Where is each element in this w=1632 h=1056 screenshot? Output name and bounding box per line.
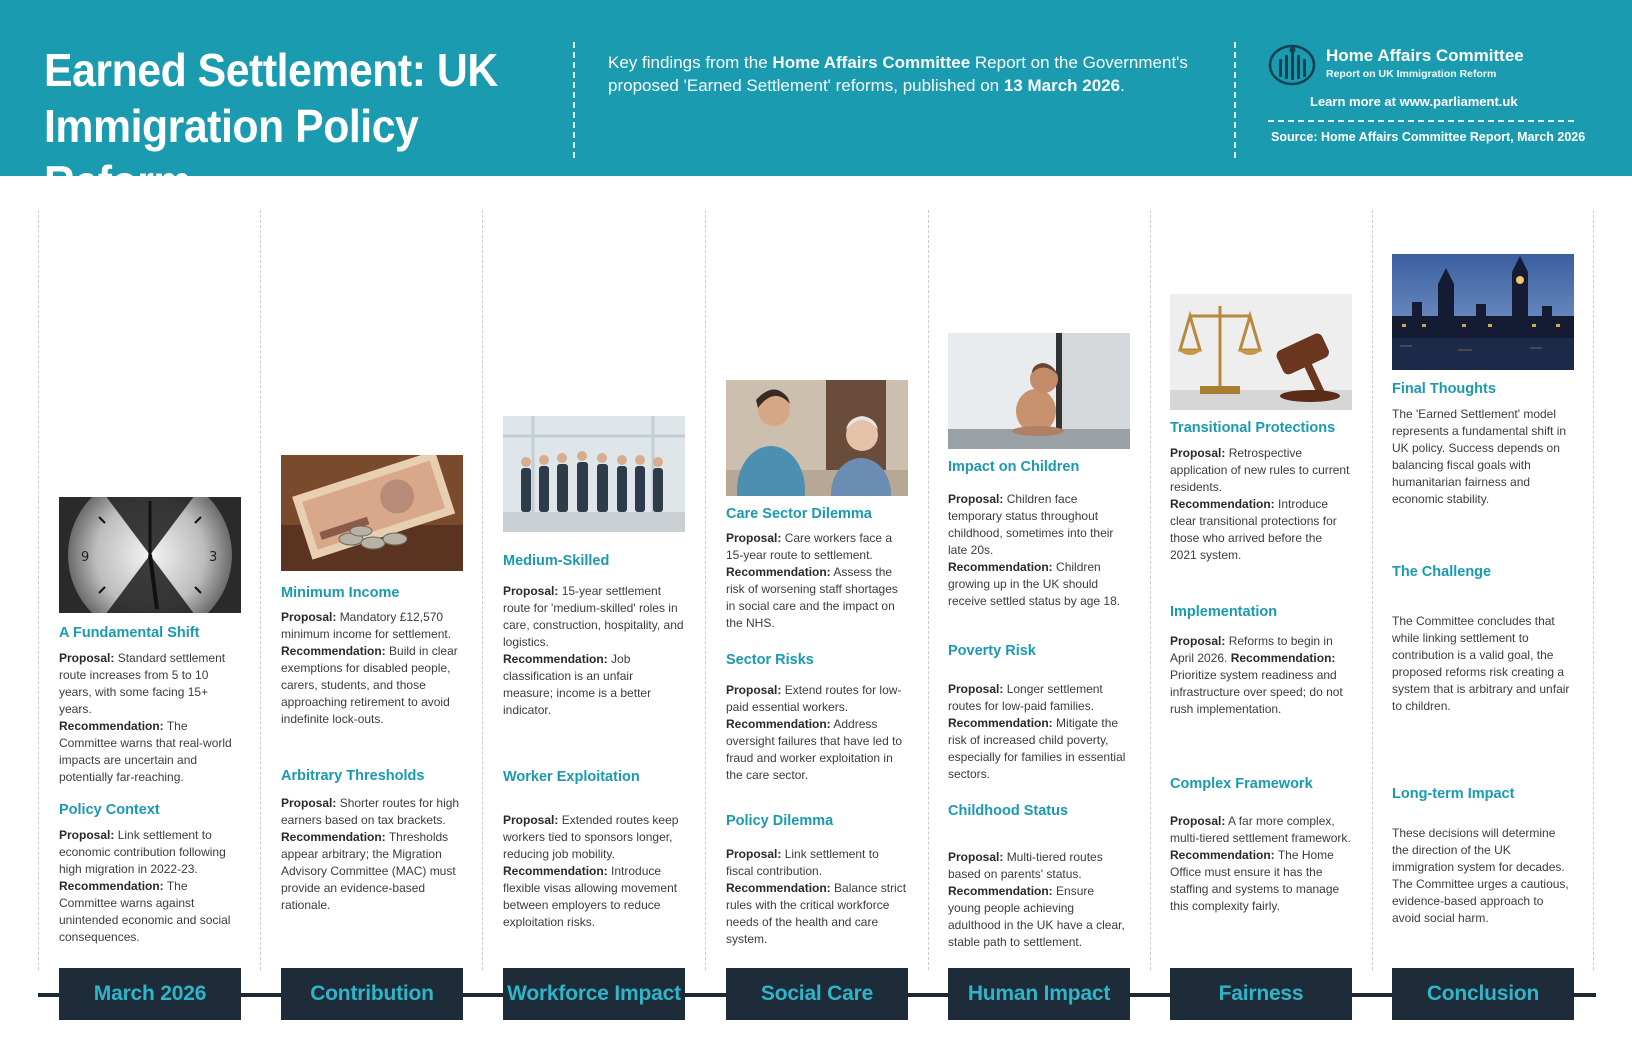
section-title: Complex Framework [1170,776,1313,792]
header-banner [0,0,1632,208]
section-body: Proposal: Reforms to begin in April 2026. Recommendation: Prioritize system readiness and infrastructure over speed; do not rush implementation. [1170,634,1343,716]
section-body: Proposal: Retrospective application of new rules to current residents. Recommendation: Introduce clear transitional protections for those who arrived before the 2021 system. [1170,446,1350,562]
section-title: Policy Dilemma [726,813,834,829]
westminster-image [1392,254,1574,370]
column-divider [260,210,261,970]
column-divider [38,210,39,970]
section-title: Transitional Protections [1170,420,1336,436]
section-body: Proposal: Multi-tiered routes based on parents' status. Recommendation: Ensure young people achieving adulthood in the UK have a clear, stable path to settlement. [948,850,1125,949]
banknotes-image [281,455,463,571]
section-title: Sector Risks [726,652,814,668]
section-title: Worker Exploitation [503,769,640,785]
title-line-1: Earned Settlement: UK [44,44,498,96]
section-body: Proposal: Care workers face a 15-year route to settlement. Recommendation: Assess the risk of worsening staff shortages in social care and the impact on the NHS. [726,531,898,630]
column-divider [1150,210,1151,970]
title-line-2: Immigration Policy Reform [44,100,419,208]
scales-gavel-image [1170,294,1352,410]
section-title: Implementation [1170,604,1278,620]
section-title: Poverty Risk [948,643,1036,659]
header-divider [573,42,575,158]
timeline-tab: Contribution [281,968,463,1020]
section-body: Proposal: Extend routes for low-paid essential workers. Recommendation: Address oversight failures that have led to fraud and worker exploitation in the care sector. [726,683,903,782]
section-body: The Committee concludes that while linking settlement to contribution is a valid goal, the proposed reforms risk creating a system that is arbitrary and unfair to children. [1392,614,1570,713]
svg-text:3: 3 [209,550,218,565]
section-title: Care Sector Dilemma [726,506,872,522]
section-body: Proposal: Children face temporary status throughout childhood, sometimes into their late 20s. Recommendation: Children growing up in the UK should receive settled status by age 18. [948,492,1121,608]
clock-image [59,497,241,613]
timeline-tab: March 2026 [59,968,241,1020]
org-name: Home Affairs Committee [1326,46,1524,65]
svg-text:9: 9 [81,550,90,565]
header-divider [1234,42,1236,158]
learn-more-link[interactable]: Learn more at www.parliament.uk [1310,94,1518,109]
section-title: Final Thoughts [1392,381,1496,397]
section-body: These decisions will determine the direction of the UK immigration system for decades. The Committee urges a cautious, evidence-based approach to avoid social harm. [1392,826,1569,925]
page-title [44,42,528,210]
section-body: Proposal: Extended routes keep workers tied to sponsors longer, reducing job mobility. Recommendation: Introduce flexible visas allowing movement between employers to reduce exploitation risks. [503,813,679,929]
section-title: Childhood Status [948,803,1069,819]
child-window-image [948,333,1130,449]
section-title: Impact on Children [948,459,1080,475]
section-title: A Fundamental Shift [59,625,200,641]
parliament-logo-icon [1268,44,1316,86]
section-body: Proposal: Link settlement to fiscal contribution. Recommendation: Balance strict rules with the critical workforce needs of the health and care system. [726,847,907,946]
header-divider [1268,120,1574,122]
section-title: Medium-Skilled [503,553,610,569]
section-title: Policy Context [59,802,160,818]
timeline-tab: Social Care [726,968,908,1020]
section-title: Long-term Impact [1392,786,1515,802]
source-note: Source: Home Affairs Committee Report, March 2026 [1271,130,1586,144]
org-subtitle: Report on UK Immigration Reform [1326,68,1497,80]
column-divider [705,210,706,970]
timeline-tab: Conclusion [1392,968,1574,1020]
column-divider [482,210,483,970]
timeline-tab: Human Impact [948,968,1130,1020]
section-body: Proposal: Longer settlement routes for low-paid families. Recommendation: Mitigate the risk of increased child poverty, especially for families in essential sectors. [948,682,1126,781]
workers-group-image [503,416,685,532]
section-title: Minimum Income [281,585,400,601]
section-title: Arbitrary Thresholds [281,768,425,784]
section-body: Proposal: Link settlement to economic contribution following high migration in 2022-23. Recommendation: The Committee warns against unintended economic and social consequences. [59,828,231,944]
column-divider [1593,210,1594,970]
care-worker-image [726,380,908,496]
column-divider [928,210,929,970]
section-body: Proposal: A far more complex, multi-tiered settlement framework. Recommendation: The Home Office must ensure it has the staffing and systems to manage this complexity fairly. [1170,814,1351,913]
section-body: Proposal: 15-year settlement route for 'medium-skilled' roles in care, construction, hospitality, and logistics. Recommendation: Job classification is an unfair measure; income is a better indicator. [503,584,684,717]
section-title: The Challenge [1392,564,1492,580]
section-body: Proposal: Shorter routes for high earners based on tax brackets. Recommendation: Thresholds appear arbitrary; the Migration Advisory Committee (MAC) must provide an evidence-based rationale. [281,796,460,912]
section-body: Proposal: Standard settlement route increases from 5 to 10 years, with some facing 15+ years. Recommendation: The Committee warns that real-world impacts are uncertain and potentially far-reaching. [59,651,232,784]
intro-text: Key findings from the Home Affairs Committee Report on the Government's proposed 'Earned Settlement' reforms, published on 13 March 2026. [608,53,1188,95]
section-body: Proposal: Mandatory £12,570 minimum income for settlement. Recommendation: Build in clear exemptions for disabled people, carers, students, and those approaching retirement to avoid indefinite lock-outs. [281,610,458,726]
section-body: The 'Earned Settlement' model represents a fundamental shift in UK policy. Success depends on balancing fiscal goals with humanitarian fairness and economic stability. [1392,407,1567,506]
column-divider [1372,210,1373,970]
timeline-tab: Fairness [1170,968,1352,1020]
timeline-tab: Workforce Impact [503,968,685,1020]
